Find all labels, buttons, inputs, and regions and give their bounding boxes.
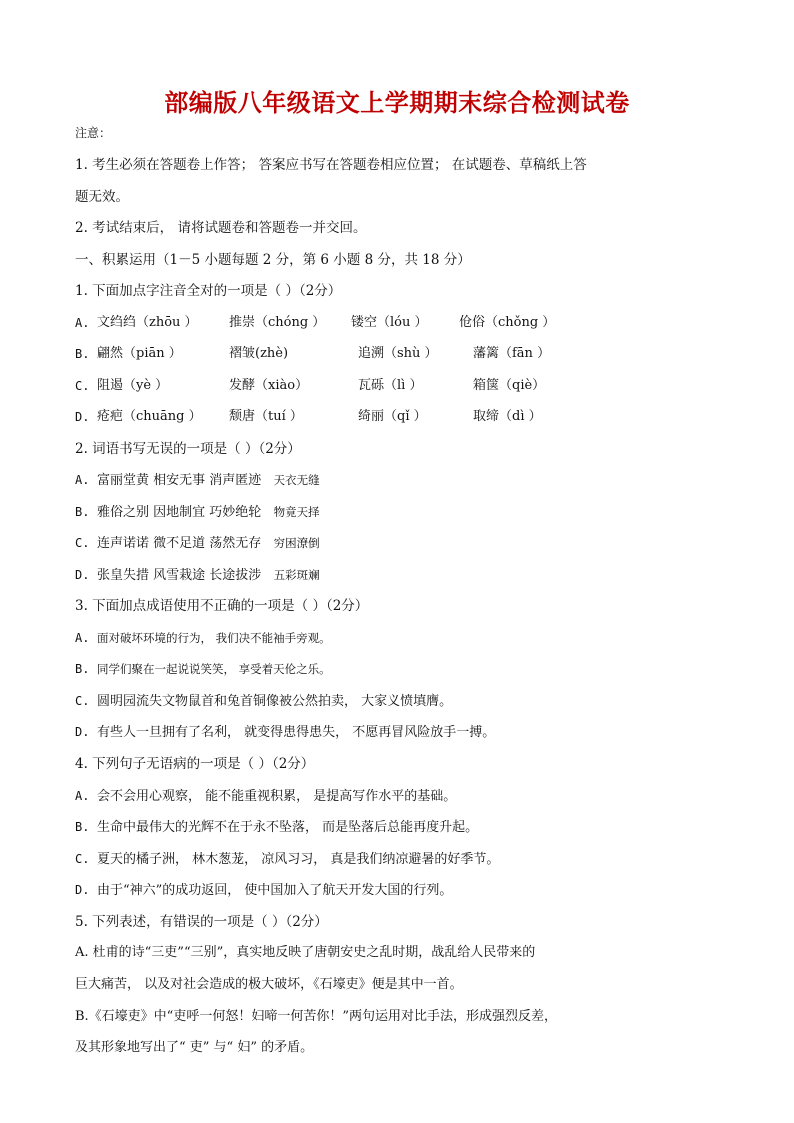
q1-d-4: 取缔（dì ） <box>473 409 542 424</box>
q1-b-3: 追溯（shù ） <box>358 346 438 361</box>
q1-option-a: A. <box>75 316 90 330</box>
q1-b-4: 藩篱（fān ） <box>473 346 551 361</box>
q1-c-2: 发酵（xiào） <box>229 378 309 393</box>
q1-option-d: D. <box>75 410 90 424</box>
notice-item-1: 1. 考生必须在答题卷上作答； 答案应书写在答题卷相应位置； 在试题卷、草稿纸上答 <box>75 157 587 173</box>
q1-c-3: 瓦砾（lì ） <box>358 378 423 393</box>
q1-a-4: 伧俗（chǒng ） <box>459 315 556 330</box>
q1-c-4: 箱箧（qiè） <box>473 378 546 393</box>
q1-option-b: B. <box>75 347 90 361</box>
section-heading-1: 一、积累运用（1－5 小题每题 2 分，第 6 小题 8 分，共 18 分） <box>75 252 471 268</box>
q1-c-1: 阻遏（yè ） <box>97 378 169 393</box>
q5-option-b-cont: 及其形象地写出了“ 吏” 与“ 妇” 的矛盾。 <box>75 1040 314 1055</box>
q1-option-c: C. <box>75 379 90 393</box>
notice-item-1-cont: 题无效。 <box>75 189 129 205</box>
q3-option-c: C. 圆明园流失文物鼠首和兔首铜像被公然拍卖， 大家义愤填膺。 <box>75 694 453 709</box>
notice-item-2: 2. 考试结束后， 请将试题卷和答题卷一并交回。 <box>75 220 367 236</box>
q4-option-b: B. 生命中最伟大的光辉不在于永不坠落， 而是坠落后总能再度升起。 <box>75 820 479 835</box>
q3-option-a: A. 面对破坏环境的行为， 我们决不能袖手旁观。 <box>75 631 331 645</box>
q3-option-b: B. 同学们聚在一起说说笑笑， 享受着天伦之乐。 <box>75 662 331 676</box>
q5-stem: 5. 下列表述，有错误的一项是（ ）（2分） <box>75 914 328 930</box>
q1-b-2: 褶皱(zhè) <box>229 346 289 361</box>
q1-a-3: 镂空（lóu ） <box>351 315 428 330</box>
q1-d-3: 绮丽（qǐ ） <box>358 409 427 424</box>
q1-a-2: 推崇（chóng ） <box>229 315 326 330</box>
q2-option-d: D. 张皇失措 风雪栽途 长途拔涉 五彩斑斓 <box>75 568 320 583</box>
q5-option-b: B.《石壕吏》中“吏呼一何怒！妇啼一何苦你！”两句运用对比手法，形成强烈反差， <box>75 1009 557 1024</box>
notice-label: 注意： <box>75 126 112 140</box>
q4-option-c: C. 夏天的橘子洲， 林木葱茏， 凉风习习， 真是我们纳凉避暑的好季节。 <box>75 852 500 867</box>
q4-option-a: A. 会不会用心观察， 能不能重视积累， 是提高写作水平的基础。 <box>75 789 457 804</box>
q2-stem: 2. 词语书写无误的一项是（ ）（2分） <box>75 441 301 457</box>
q5-option-a-cont: 巨大痛苦， 以及对社会造成的极大破坏，《石壕吏》便是其中一首。 <box>75 977 463 992</box>
page-title: 部编版八年级语文上学期期末综合检测试卷 <box>164 89 630 117</box>
q1-d-2: 颓唐（tuí ） <box>229 409 303 424</box>
q1-a-1: 文绉绉（zhōu ） <box>97 315 198 330</box>
q2-option-a: A. 富丽堂黄 相安无事 消声匿迹 天衣无缝 <box>75 473 320 488</box>
q1-d-1: 疮疤（chuāng ） <box>97 409 202 424</box>
q3-option-d: D. 有些人一旦拥有了名利， 就变得患得患失， 不愿再冒风险放手一搏。 <box>75 725 496 740</box>
q4-stem: 4. 下列句子无语病的一项是（ ）（2分） <box>75 756 315 772</box>
q2-option-c: C. 连声诺诺 微不足道 荡然无存 穷困潦倒 <box>75 536 320 551</box>
q5-option-a: A. 杜甫的诗“三吏”“三别”，真实地反映了唐朝安史之乱时期，战乱给人民带来的 <box>75 945 536 960</box>
q4-option-d: D. 由于“神六”的成功返回， 使中国加入了航天开发大国的行列。 <box>75 883 453 898</box>
q2-option-b: B. 雅俗之别 因地制宜 巧妙绝轮 物竟天择 <box>75 505 320 520</box>
q3-stem: 3. 下面加点成语使用不正确的一项是（ ）（2分） <box>75 598 369 614</box>
q1-stem: 1. 下面加点字注音全对的一项是（ ）（2分） <box>75 283 342 299</box>
q1-b-1: 翩然（piān ） <box>97 346 182 361</box>
